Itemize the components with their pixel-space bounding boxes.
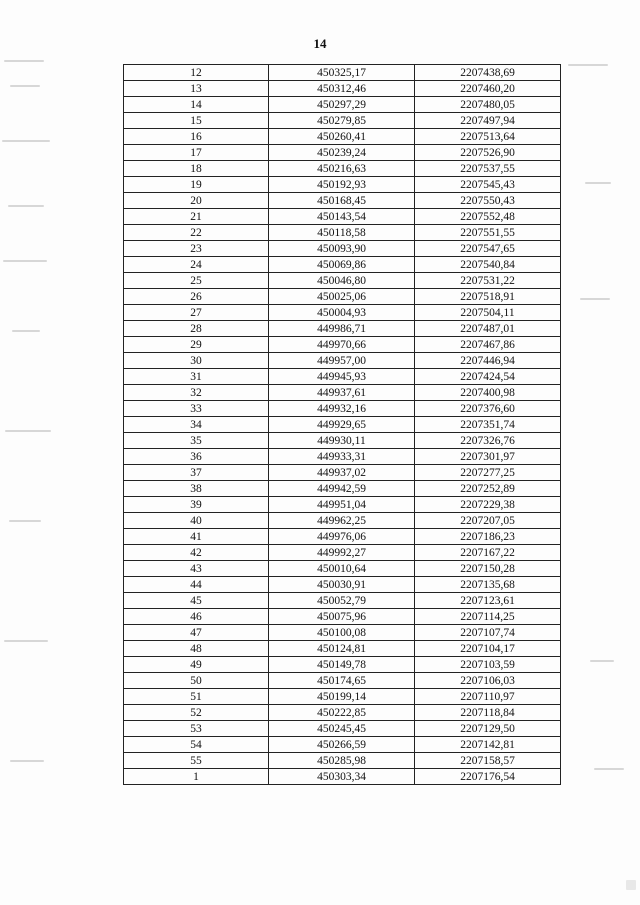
y-coordinate-cell: 2207526,90 <box>415 145 561 161</box>
point-number-cell: 33 <box>124 401 269 417</box>
table-row <box>124 513 561 529</box>
table-row <box>124 289 561 305</box>
point-number-cell: 24 <box>124 257 269 273</box>
y-coordinate-cell: 2207186,23 <box>415 529 561 545</box>
y-coordinate-cell: 2207103,59 <box>415 657 561 673</box>
x-coordinate-cell: 449970,66 <box>269 337 415 353</box>
x-coordinate-cell: 450239,24 <box>269 145 415 161</box>
y-coordinate-cell: 2207497,94 <box>415 113 561 129</box>
table-row <box>124 497 561 513</box>
point-number-cell: 25 <box>124 273 269 289</box>
y-coordinate-cell: 2207176,54 <box>415 769 561 785</box>
table-row <box>124 593 561 609</box>
point-number-cell: 53 <box>124 721 269 737</box>
x-coordinate-cell: 449933,31 <box>269 449 415 465</box>
x-coordinate-cell: 450222,85 <box>269 705 415 721</box>
y-coordinate-cell: 2207326,76 <box>415 433 561 449</box>
table-row <box>124 753 561 769</box>
point-number-cell: 34 <box>124 417 269 433</box>
table-row <box>124 721 561 737</box>
y-coordinate-cell: 2207118,84 <box>415 705 561 721</box>
table-row <box>124 225 561 241</box>
x-coordinate-cell: 449937,02 <box>269 465 415 481</box>
table-row <box>124 129 561 145</box>
x-coordinate-cell: 449962,25 <box>269 513 415 529</box>
x-coordinate-cell: 450030,91 <box>269 577 415 593</box>
point-number-cell: 43 <box>124 561 269 577</box>
x-coordinate-cell: 450245,45 <box>269 721 415 737</box>
x-coordinate-cell: 450118,58 <box>269 225 415 241</box>
x-coordinate-cell: 449976,06 <box>269 529 415 545</box>
point-number-cell: 40 <box>124 513 269 529</box>
x-coordinate-cell: 449951,04 <box>269 497 415 513</box>
y-coordinate-cell: 2207158,57 <box>415 753 561 769</box>
point-number-cell: 52 <box>124 705 269 721</box>
point-number-cell: 37 <box>124 465 269 481</box>
point-number-cell: 36 <box>124 449 269 465</box>
table-row <box>124 705 561 721</box>
x-coordinate-cell: 450325,17 <box>269 65 415 81</box>
table-row <box>124 433 561 449</box>
x-coordinate-cell: 450052,79 <box>269 593 415 609</box>
point-number-cell: 35 <box>124 433 269 449</box>
point-number-cell: 42 <box>124 545 269 561</box>
x-coordinate-cell: 449930,11 <box>269 433 415 449</box>
table-row <box>124 769 561 785</box>
table-row <box>124 385 561 401</box>
table-row <box>124 273 561 289</box>
point-number-cell: 23 <box>124 241 269 257</box>
x-coordinate-cell: 450143,54 <box>269 209 415 225</box>
point-number-cell: 51 <box>124 689 269 705</box>
table-row <box>124 321 561 337</box>
point-number-cell: 38 <box>124 481 269 497</box>
y-coordinate-cell: 2207123,61 <box>415 593 561 609</box>
point-number-cell: 49 <box>124 657 269 673</box>
x-coordinate-cell: 450192,93 <box>269 177 415 193</box>
table-row <box>124 481 561 497</box>
y-coordinate-cell: 2207552,48 <box>415 209 561 225</box>
x-coordinate-cell: 449929,65 <box>269 417 415 433</box>
x-coordinate-cell: 450069,86 <box>269 257 415 273</box>
y-coordinate-cell: 2207277,25 <box>415 465 561 481</box>
y-coordinate-cell: 2207487,01 <box>415 321 561 337</box>
table-row <box>124 561 561 577</box>
x-coordinate-cell: 450303,34 <box>269 769 415 785</box>
x-coordinate-cell: 449992,27 <box>269 545 415 561</box>
y-coordinate-cell: 2207480,05 <box>415 97 561 113</box>
x-coordinate-cell: 450046,80 <box>269 273 415 289</box>
x-coordinate-cell: 450260,41 <box>269 129 415 145</box>
table-row <box>124 97 561 113</box>
table-row <box>124 625 561 641</box>
y-coordinate-cell: 2207104,17 <box>415 641 561 657</box>
y-coordinate-cell: 2207550,43 <box>415 193 561 209</box>
y-coordinate-cell: 2207438,69 <box>415 65 561 81</box>
point-number-cell: 1 <box>124 769 269 785</box>
table-row <box>124 305 561 321</box>
y-coordinate-cell: 2207142,81 <box>415 737 561 753</box>
y-coordinate-cell: 2207376,60 <box>415 401 561 417</box>
table-row <box>124 257 561 273</box>
table-row <box>124 353 561 369</box>
y-coordinate-cell: 2207446,94 <box>415 353 561 369</box>
point-number-cell: 17 <box>124 145 269 161</box>
x-coordinate-cell: 449957,00 <box>269 353 415 369</box>
table-row <box>124 529 561 545</box>
table-row <box>124 193 561 209</box>
point-number-cell: 15 <box>124 113 269 129</box>
x-coordinate-cell: 450199,14 <box>269 689 415 705</box>
point-number-cell: 46 <box>124 609 269 625</box>
x-coordinate-cell: 450174,65 <box>269 673 415 689</box>
point-number-cell: 47 <box>124 625 269 641</box>
x-coordinate-cell: 450025,06 <box>269 289 415 305</box>
x-coordinate-cell: 449945,93 <box>269 369 415 385</box>
point-number-cell: 19 <box>124 177 269 193</box>
point-number-cell: 54 <box>124 737 269 753</box>
table-row <box>124 65 561 81</box>
table-row <box>124 241 561 257</box>
x-coordinate-cell: 450266,59 <box>269 737 415 753</box>
x-coordinate-cell: 450168,45 <box>269 193 415 209</box>
x-coordinate-cell: 449937,61 <box>269 385 415 401</box>
table-row <box>124 81 561 97</box>
coordinates-table-body <box>124 65 561 785</box>
y-coordinate-cell: 2207351,74 <box>415 417 561 433</box>
y-coordinate-cell: 2207110,97 <box>415 689 561 705</box>
x-coordinate-cell: 450149,78 <box>269 657 415 673</box>
point-number-cell: 45 <box>124 593 269 609</box>
y-coordinate-cell: 2207531,22 <box>415 273 561 289</box>
table-row <box>124 145 561 161</box>
point-number-cell: 13 <box>124 81 269 97</box>
point-number-cell: 20 <box>124 193 269 209</box>
point-number-cell: 32 <box>124 385 269 401</box>
table-row <box>124 113 561 129</box>
table-row <box>124 209 561 225</box>
y-coordinate-cell: 2207129,50 <box>415 721 561 737</box>
table-row <box>124 641 561 657</box>
table-row <box>124 369 561 385</box>
x-coordinate-cell: 449986,71 <box>269 321 415 337</box>
point-number-cell: 31 <box>124 369 269 385</box>
y-coordinate-cell: 2207150,28 <box>415 561 561 577</box>
y-coordinate-cell: 2207547,65 <box>415 241 561 257</box>
y-coordinate-cell: 2207167,22 <box>415 545 561 561</box>
x-coordinate-cell: 450004,93 <box>269 305 415 321</box>
table-row <box>124 401 561 417</box>
x-coordinate-cell: 450297,29 <box>269 97 415 113</box>
x-coordinate-cell: 450285,98 <box>269 753 415 769</box>
point-number-cell: 27 <box>124 305 269 321</box>
y-coordinate-cell: 2207551,55 <box>415 225 561 241</box>
point-number-cell: 50 <box>124 673 269 689</box>
y-coordinate-cell: 2207545,43 <box>415 177 561 193</box>
y-coordinate-cell: 2207107,74 <box>415 625 561 641</box>
x-coordinate-cell: 450010,64 <box>269 561 415 577</box>
point-number-cell: 30 <box>124 353 269 369</box>
point-number-cell: 16 <box>124 129 269 145</box>
table-row <box>124 417 561 433</box>
table-row <box>124 449 561 465</box>
point-number-cell: 41 <box>124 529 269 545</box>
x-coordinate-cell: 450093,90 <box>269 241 415 257</box>
y-coordinate-cell: 2207513,64 <box>415 129 561 145</box>
x-coordinate-cell: 450279,85 <box>269 113 415 129</box>
point-number-cell: 14 <box>124 97 269 113</box>
point-number-cell: 55 <box>124 753 269 769</box>
point-number-cell: 26 <box>124 289 269 305</box>
point-number-cell: 44 <box>124 577 269 593</box>
y-coordinate-cell: 2207460,20 <box>415 81 561 97</box>
table-row <box>124 657 561 673</box>
point-number-cell: 18 <box>124 161 269 177</box>
x-coordinate-cell: 450312,46 <box>269 81 415 97</box>
y-coordinate-cell: 2207301,97 <box>415 449 561 465</box>
x-coordinate-cell: 450075,96 <box>269 609 415 625</box>
table-row <box>124 465 561 481</box>
y-coordinate-cell: 2207504,11 <box>415 305 561 321</box>
point-number-cell: 29 <box>124 337 269 353</box>
table-row <box>124 177 561 193</box>
point-number-cell: 48 <box>124 641 269 657</box>
point-number-cell: 21 <box>124 209 269 225</box>
x-coordinate-cell: 449942,59 <box>269 481 415 497</box>
page-number: 14 <box>313 36 327 51</box>
y-coordinate-cell: 2207537,55 <box>415 161 561 177</box>
coordinates-table <box>123 64 561 785</box>
table-row <box>124 545 561 561</box>
y-coordinate-cell: 2207424,54 <box>415 369 561 385</box>
table-row <box>124 689 561 705</box>
point-number-cell: 12 <box>124 65 269 81</box>
table-row <box>124 337 561 353</box>
table-row <box>124 577 561 593</box>
table-row <box>124 673 561 689</box>
y-coordinate-cell: 2207135,68 <box>415 577 561 593</box>
x-coordinate-cell: 450216,63 <box>269 161 415 177</box>
y-coordinate-cell: 2207467,86 <box>415 337 561 353</box>
x-coordinate-cell: 450100,08 <box>269 625 415 641</box>
y-coordinate-cell: 2207229,38 <box>415 497 561 513</box>
y-coordinate-cell: 2207114,25 <box>415 609 561 625</box>
x-coordinate-cell: 450124,81 <box>269 641 415 657</box>
table-row <box>124 161 561 177</box>
y-coordinate-cell: 2207400,98 <box>415 385 561 401</box>
y-coordinate-cell: 2207518,91 <box>415 289 561 305</box>
y-coordinate-cell: 2207207,05 <box>415 513 561 529</box>
table-row <box>124 737 561 753</box>
point-number-cell: 28 <box>124 321 269 337</box>
x-coordinate-cell: 449932,16 <box>269 401 415 417</box>
point-number-cell: 39 <box>124 497 269 513</box>
point-number-cell: 22 <box>124 225 269 241</box>
y-coordinate-cell: 2207540,84 <box>415 257 561 273</box>
y-coordinate-cell: 2207106,03 <box>415 673 561 689</box>
table-row <box>124 609 561 625</box>
y-coordinate-cell: 2207252,89 <box>415 481 561 497</box>
